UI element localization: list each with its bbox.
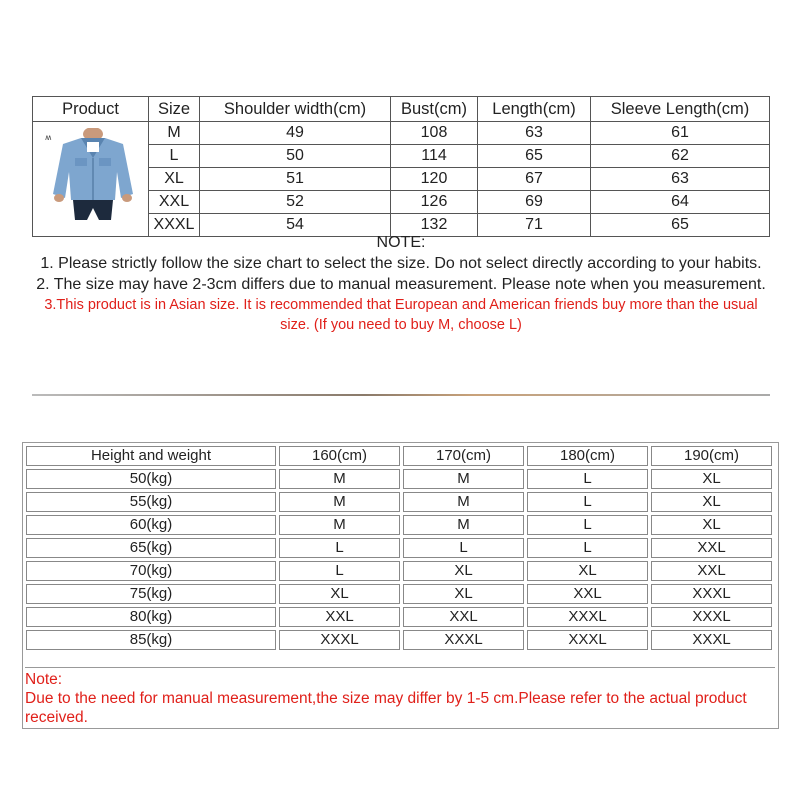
size-cell: XL — [651, 469, 772, 489]
size-notes — [32, 230, 770, 335]
note-line-3: 3.This product is in Asian size. It is recommended that European and American friends buy more than the usual size. (If you need to buy M, choose L) — [44, 297, 758, 333]
size-chart-section — [32, 96, 770, 396]
header-180: 180(cm) — [527, 446, 648, 466]
table-row — [26, 538, 772, 558]
header-size: Size — [149, 97, 200, 122]
shoulder-cell: 50 — [200, 145, 391, 168]
size-cell: XXL — [527, 584, 648, 604]
size-cell: M — [403, 469, 524, 489]
divider — [32, 394, 770, 396]
weight-cell: 65(kg) — [26, 538, 276, 558]
length-cell: 71 — [478, 214, 591, 237]
bottom-note-text: Due to the need for manual measurement,the size may differ by 1-5 cm.Please refer to the actual product received. — [25, 690, 747, 726]
size-cell: M — [403, 515, 524, 535]
size-cell: XXXL — [651, 630, 772, 650]
size-cell: XXL — [651, 538, 772, 558]
size-cell: XXXL — [651, 584, 772, 604]
size-cell: XL — [403, 561, 524, 581]
size-cell: XXXL — [651, 607, 772, 627]
size-cell: L — [527, 538, 648, 558]
weight-cell: 75(kg) — [26, 584, 276, 604]
shoulder-cell: 52 — [200, 191, 391, 214]
size-cell: L — [149, 145, 200, 168]
sleeve-cell: 63 — [591, 168, 770, 191]
size-cell: XXXL — [403, 630, 524, 650]
table-row — [26, 630, 772, 650]
size-cell: M — [149, 122, 200, 145]
size-cell: L — [527, 492, 648, 512]
shoulder-cell: 54 — [200, 214, 391, 237]
header-170: 170(cm) — [403, 446, 524, 466]
size-cell: XXXL — [279, 630, 400, 650]
size-cell: XL — [651, 492, 772, 512]
height-weight-table — [23, 443, 775, 653]
size-cell: XL — [149, 168, 200, 191]
denim-jacket-icon — [41, 128, 137, 220]
length-cell: 65 — [478, 145, 591, 168]
hw-header-row — [26, 446, 772, 466]
size-cell: XXL — [279, 607, 400, 627]
header-160: 160(cm) — [279, 446, 400, 466]
length-cell: 63 — [478, 122, 591, 145]
bust-cell: 132 — [391, 214, 478, 237]
header-bust: Bust(cm) — [391, 97, 478, 122]
weight-cell: 85(kg) — [26, 630, 276, 650]
table-row — [26, 561, 772, 581]
sleeve-cell: 62 — [591, 145, 770, 168]
table-row — [26, 469, 772, 489]
size-chart-header-row — [33, 97, 770, 122]
weight-cell: 50(kg) — [26, 469, 276, 489]
size-cell: XXL — [651, 561, 772, 581]
table-row — [26, 492, 772, 512]
size-cell: XXL — [149, 191, 200, 214]
size-cell: XXXL — [149, 214, 200, 237]
note-line-1: 1. Please strictly follow the size chart to select the size. Do not select directly according to your habits. — [40, 255, 762, 272]
bottom-note — [25, 667, 775, 727]
size-cell: L — [527, 515, 648, 535]
weight-cell: 55(kg) — [26, 492, 276, 512]
size-cell: L — [527, 469, 648, 489]
size-cell: XXL — [403, 607, 524, 627]
bust-cell: 120 — [391, 168, 478, 191]
size-cell: XL — [527, 561, 648, 581]
size-cell: XXXL — [527, 607, 648, 627]
size-cell: L — [279, 538, 400, 558]
product-photo — [33, 122, 149, 237]
size-cell: L — [279, 561, 400, 581]
length-cell: 69 — [478, 191, 591, 214]
bottom-note-title: Note: — [25, 671, 63, 688]
shoulder-cell: 51 — [200, 168, 391, 191]
bust-cell: 114 — [391, 145, 478, 168]
bust-cell: 108 — [391, 122, 478, 145]
svg-text:ʍ: ʍ — [45, 133, 52, 142]
header-product: Product — [33, 97, 149, 122]
bust-cell: 126 — [391, 191, 478, 214]
note-title: NOTE: — [376, 234, 426, 251]
height-weight-section — [22, 442, 779, 729]
length-cell: 67 — [478, 168, 591, 191]
sleeve-cell: 64 — [591, 191, 770, 214]
header-height-weight: Height and weight — [26, 446, 276, 466]
table-row — [26, 515, 772, 535]
sleeve-cell: 65 — [591, 214, 770, 237]
sleeve-cell: 61 — [591, 122, 770, 145]
size-cell: L — [403, 538, 524, 558]
table-row — [33, 122, 770, 145]
size-cell: XL — [403, 584, 524, 604]
shoulder-cell: 49 — [200, 122, 391, 145]
size-cell: M — [279, 492, 400, 512]
size-cell: XL — [279, 584, 400, 604]
size-cell: M — [279, 469, 400, 489]
note-line-2: 2. The size may have 2-3cm differs due to manual measurement. Please note when you measurement. — [36, 276, 766, 293]
size-cell: XXXL — [527, 630, 648, 650]
table-row — [26, 607, 772, 627]
header-shoulder: Shoulder width(cm) — [200, 97, 391, 122]
table-row — [26, 584, 772, 604]
size-cell: M — [279, 515, 400, 535]
weight-cell: 80(kg) — [26, 607, 276, 627]
size-cell: XL — [651, 515, 772, 535]
weight-cell: 60(kg) — [26, 515, 276, 535]
weight-cell: 70(kg) — [26, 561, 276, 581]
header-sleeve: Sleeve Length(cm) — [591, 97, 770, 122]
header-length: Length(cm) — [478, 97, 591, 122]
header-190: 190(cm) — [651, 446, 772, 466]
size-cell: M — [403, 492, 524, 512]
size-chart-table — [32, 96, 770, 237]
